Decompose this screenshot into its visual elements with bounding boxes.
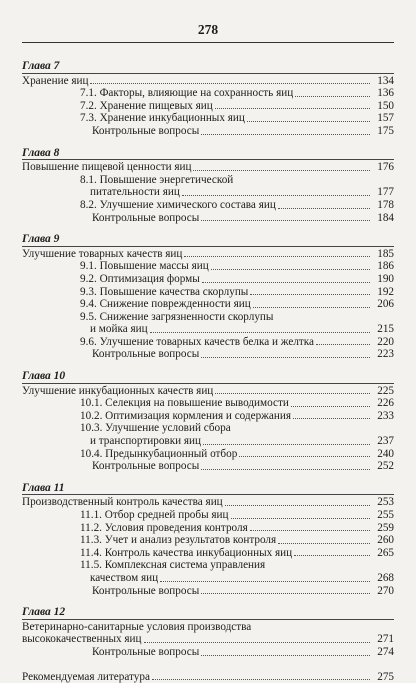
toc-entry	[22, 260, 394, 273]
dot-leader	[294, 555, 370, 556]
chapter-block	[22, 482, 394, 597]
dot-leader	[215, 108, 370, 109]
toc-entry-page: 220	[377, 335, 394, 348]
toc-entry	[22, 385, 394, 398]
chapter-label: Глава 9	[22, 233, 394, 247]
dot-leader	[295, 96, 370, 97]
dot-leader	[201, 655, 370, 656]
toc-entry-page: 192	[377, 285, 394, 298]
chapter-label: Глава 11	[22, 482, 394, 496]
chapter-label: Глава 8	[22, 147, 394, 161]
toc-entry-title: 9.3. Повышение качества скорлупы	[80, 285, 249, 298]
dot-leader	[247, 121, 370, 122]
toc-entry-page: 252	[377, 460, 394, 473]
toc-entry-title: Повышение пищевой ценности яиц	[22, 161, 192, 174]
toc-entry	[22, 448, 394, 461]
toc-entry-page: 240	[377, 447, 394, 460]
toc-entry-title: 11.2. Условия проведения контроля	[80, 521, 248, 534]
dot-leader	[239, 456, 370, 457]
toc-entry	[22, 212, 394, 225]
toc-entry-title: 11.1. Отбор средней пробы яиц	[80, 509, 229, 521]
dot-leader	[160, 581, 370, 582]
toc-entry	[22, 161, 394, 174]
literature-entry	[22, 671, 394, 683]
toc-entry-page: 185	[377, 247, 394, 260]
dot-leader	[193, 170, 370, 171]
dot-leader	[225, 505, 370, 506]
toc-entry-title: 9.6. Улучшение товарных качеств белка и желтка	[80, 335, 315, 348]
toc-entry-title: 9.5. Снижение загрязненности скорлупы	[80, 310, 274, 323]
dot-leader	[278, 543, 370, 544]
toc-entry-page: 271	[377, 633, 394, 646]
toc-entry-title: 8.1. Повышение энергетической	[80, 173, 234, 186]
toc-entry	[22, 633, 394, 646]
toc-entry	[22, 509, 394, 522]
toc-entry	[22, 311, 394, 324]
toc-entry-title: 10.3. Улучшение условий сбора	[80, 422, 231, 435]
chapter-block	[22, 233, 394, 361]
dot-leader	[211, 269, 370, 270]
dot-leader	[250, 294, 370, 295]
dot-leader	[253, 307, 370, 308]
toc-entry-title: и транспортировки яиц	[90, 435, 202, 448]
toc-entry-title: 8.2. Улучшение химического состава яиц	[80, 198, 276, 211]
toc-entry-page: 259	[377, 521, 394, 534]
toc-entry-page: 206	[377, 298, 394, 311]
toc-entry	[22, 460, 394, 473]
toc-entry	[22, 646, 394, 659]
toc-entry	[22, 174, 394, 187]
toc-entry-title: Контрольные вопросы	[92, 460, 200, 473]
toc-entry-page: 260	[377, 534, 394, 547]
toc-entry-page: 225	[377, 384, 394, 397]
toc-entry-title: 10.2. Оптимизация кормления и содержания	[80, 409, 291, 422]
dot-leader	[201, 220, 370, 221]
toc-entry-title: 7.2. Хранение пищевых яиц	[80, 99, 213, 112]
toc-entry-page: 134	[377, 74, 394, 87]
toc-entry-title: и мойка яиц	[90, 323, 148, 336]
dot-leader	[231, 518, 370, 519]
toc-entry-page: 136	[377, 87, 394, 100]
toc-entry	[22, 75, 394, 88]
toc-entry-title: 11.4. Контроль качества инкубационных яиц	[80, 546, 293, 559]
toc-entry	[22, 323, 394, 336]
toc-entry	[22, 496, 394, 509]
toc-entry-title: Ветеринарно-санитарные условия производства	[22, 620, 252, 633]
dot-leader	[203, 444, 370, 445]
toc-entry	[22, 585, 394, 598]
dot-leader	[293, 418, 370, 419]
toc-entry-title: 10.4. Предынкубационный отбор	[80, 447, 238, 460]
toc-entry-title: Контрольные вопросы	[92, 645, 200, 658]
toc-entry	[22, 559, 394, 572]
chapter-label: Глава 10	[22, 370, 394, 384]
dot-leader	[278, 208, 370, 209]
toc-entry-title: Улучшение инкубационных качеств яиц	[22, 384, 214, 397]
toc-entry	[22, 621, 394, 634]
toc-entry-page: 186	[377, 260, 394, 273]
dot-leader	[201, 134, 370, 135]
toc-entry-page: 215	[377, 323, 394, 336]
toc-entry	[22, 572, 394, 585]
toc-entry	[22, 410, 394, 423]
toc-entry	[22, 397, 394, 410]
toc-entry-title: Производственный контроль качества яиц	[22, 496, 223, 509]
chapter-label: Глава 12	[22, 606, 394, 620]
toc-entry-page: 175	[377, 124, 394, 137]
toc-entry-title: 7.3. Хранение инкубационных яиц	[80, 112, 245, 125]
toc-entry-title: 10.1. Селекция на повышение выводимости	[80, 397, 289, 410]
toc-entry-title: 7.1. Факторы, влияющие на сохранность яиц	[80, 87, 294, 100]
dot-leader	[144, 642, 370, 643]
dot-leader	[150, 332, 370, 333]
dot-leader	[90, 83, 370, 84]
toc-entry	[22, 100, 394, 113]
toc-entry-title: качеством яиц	[90, 571, 159, 584]
dot-leader	[201, 469, 370, 470]
toc-entry-title: 11.5. Комплексная система управления	[80, 559, 266, 572]
toc-entry	[22, 348, 394, 361]
dot-leader	[201, 593, 370, 594]
toc-entry-page: 157	[377, 112, 394, 125]
toc-entry	[22, 273, 394, 286]
header-rule	[22, 42, 394, 43]
toc-entry	[22, 547, 394, 560]
toc-entry-page: 274	[377, 645, 394, 658]
dot-leader	[316, 344, 370, 345]
toc-entry	[22, 87, 394, 100]
toc-entry-title: высококачественных яиц	[22, 633, 142, 646]
dot-leader	[291, 406, 370, 407]
toc-entry	[22, 112, 394, 125]
toc-entry-title: Рекомендуемая литература	[22, 670, 150, 683]
toc-entry-page: 178	[377, 198, 394, 211]
toc-entry	[22, 435, 394, 448]
toc-entry-page: 253	[377, 496, 394, 509]
toc-entry-title: 11.3. Учет и анализ результатов контроля	[80, 534, 277, 547]
toc-entry-title: Контрольные вопросы	[92, 211, 200, 224]
toc-entry	[22, 422, 394, 435]
toc-entry-title: питательности яиц	[90, 186, 180, 199]
page-number: 278	[197, 22, 219, 37]
toc-entry	[22, 125, 394, 138]
toc-entry-page: 275	[377, 670, 394, 683]
toc-entry-title: 9.1. Повышение массы яиц	[80, 260, 209, 273]
toc-entry-page: 237	[377, 435, 394, 448]
toc-entry-page: 150	[377, 99, 394, 112]
toc-entry-page: 176	[377, 161, 394, 174]
toc-entry-title: Улучшение товарных качеств яиц	[22, 247, 183, 260]
dot-leader	[182, 195, 370, 196]
toc-entry	[22, 522, 394, 535]
toc-entry	[22, 186, 394, 199]
dot-leader	[184, 256, 370, 257]
chapter-label: Глава 7	[22, 60, 394, 74]
toc-entry-page: 265	[377, 546, 394, 559]
toc-entry	[22, 298, 394, 311]
toc-entry-page: 226	[377, 397, 394, 410]
toc-entry-page: 177	[377, 186, 394, 199]
toc-entry	[22, 336, 394, 349]
toc-entry	[22, 199, 394, 212]
table-of-contents	[22, 46, 394, 683]
toc-entry-page: 255	[377, 509, 394, 521]
dot-leader	[201, 357, 370, 358]
toc-entry-page: 270	[377, 584, 394, 597]
chapter-block	[22, 60, 394, 138]
toc-entry	[22, 286, 394, 299]
toc-entry-page: 268	[377, 571, 394, 584]
toc-entry-page: 184	[377, 211, 394, 224]
toc-entry-title: 9.4. Снижение поврежденности яиц	[80, 298, 251, 311]
toc-entry-page: 190	[377, 272, 394, 285]
chapter-block	[22, 606, 394, 658]
toc-entry	[22, 534, 394, 547]
toc-entry-title: Контрольные вопросы	[92, 348, 200, 361]
dot-leader	[215, 393, 370, 394]
toc-entry-title: Контрольные вопросы	[92, 584, 200, 597]
toc-entry-title: Контрольные вопросы	[92, 124, 200, 137]
chapter-block	[22, 370, 394, 473]
dot-leader	[250, 530, 370, 531]
toc-entry	[22, 248, 394, 261]
chapter-block	[22, 147, 394, 225]
toc-entry-page: 223	[377, 348, 394, 361]
toc-entry-title: 9.2. Оптимизация формы	[80, 272, 200, 285]
dot-leader	[202, 282, 370, 283]
toc-entry-title: Хранение яиц	[22, 74, 89, 87]
toc-entry-page: 233	[377, 409, 394, 422]
